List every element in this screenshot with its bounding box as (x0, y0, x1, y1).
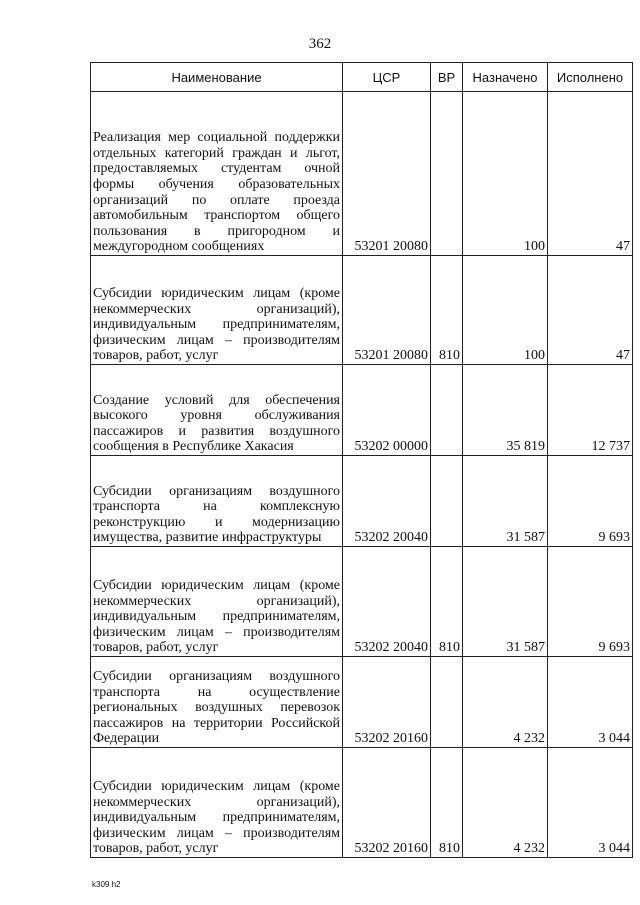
row-name: Субсидии юридическим лицам (кроме некоммерческих организаций), индивидуальным предпринимателям, физическим лицам – производителям товаров, работ, услуг (91, 256, 343, 365)
row-vr: 810 (431, 547, 463, 657)
page-number: 362 (308, 36, 332, 52)
row-name: Субсидии юридическим лицам (кроме некоммерческих организаций), индивидуальным предпринимателям, физическим лицам – производителям товаров, работ, услуг (91, 547, 343, 657)
row-vr: 810 (431, 748, 463, 858)
row-assigned: 31 587 (463, 547, 548, 657)
table-row (91, 657, 633, 748)
row-name: Субсидии организациям воздушного транспорта на комплексную реконструкцию и модернизацию имущества, развитие инфраструктуры (91, 456, 343, 547)
row-executed: 3 044 (548, 657, 633, 748)
header-csr: ЦСР (343, 63, 431, 92)
row-executed: 3 044 (548, 748, 633, 858)
table-row (91, 256, 633, 365)
row-csr: 53202 20160 (343, 657, 431, 748)
row-executed: 9 693 (548, 547, 633, 657)
header-executed: Исполнено (548, 63, 633, 92)
table-row (91, 547, 633, 657)
row-csr: 53202 00000 (343, 365, 431, 456)
table-row (91, 365, 633, 456)
row-assigned: 31 587 (463, 456, 548, 547)
row-name: Субсидии юридическим лицам (кроме некоммерческих организаций), индивидуальным предпринимателям, физическим лицам – производителям товаров, работ, услуг (91, 748, 343, 858)
table-header-row (91, 63, 633, 92)
row-csr: 53202 20160 (343, 748, 431, 858)
row-executed: 9 693 (548, 456, 633, 547)
header-name: Наименование (91, 63, 343, 92)
row-csr: 53201 20080 (343, 256, 431, 365)
row-assigned: 100 (463, 92, 548, 256)
row-vr: 810 (431, 256, 463, 365)
header-assigned: Назначено (463, 63, 548, 92)
row-name: Реализация мер социальной поддержки отдельных категорий граждан и льгот, предоставляемых студентам очной формы обучения образовательных организаций по оплате проезда автомобильным транспортом общего пользования в пригородном и междугородном сообщениях (91, 92, 343, 256)
budget-table (90, 62, 633, 858)
row-executed: 47 (548, 256, 633, 365)
row-assigned: 35 819 (463, 365, 548, 456)
row-executed: 47 (548, 92, 633, 256)
table-row (91, 748, 633, 858)
row-name: Создание условий для обеспечения высокого уровня обслуживания пассажиров и развития воздушного сообщения в Республике Хакасия (91, 365, 343, 456)
row-vr (431, 92, 463, 256)
row-csr: 53202 20040 (343, 547, 431, 657)
row-csr: 53201 20080 (343, 92, 431, 256)
row-vr (431, 456, 463, 547)
row-executed: 12 737 (548, 365, 633, 456)
row-name: Субсидии организациям воздушного транспорта на осуществление региональных воздушных перевозок пассажиров на территории Российской Федерации (91, 657, 343, 748)
table-row (91, 456, 633, 547)
footer-code: k309 h2 (92, 880, 121, 889)
row-vr (431, 365, 463, 456)
row-assigned: 4 232 (463, 657, 548, 748)
header-vr: ВР (431, 63, 463, 92)
row-assigned: 4 232 (463, 748, 548, 858)
table-row (91, 92, 633, 256)
row-csr: 53202 20040 (343, 456, 431, 547)
row-vr (431, 657, 463, 748)
row-assigned: 100 (463, 256, 548, 365)
